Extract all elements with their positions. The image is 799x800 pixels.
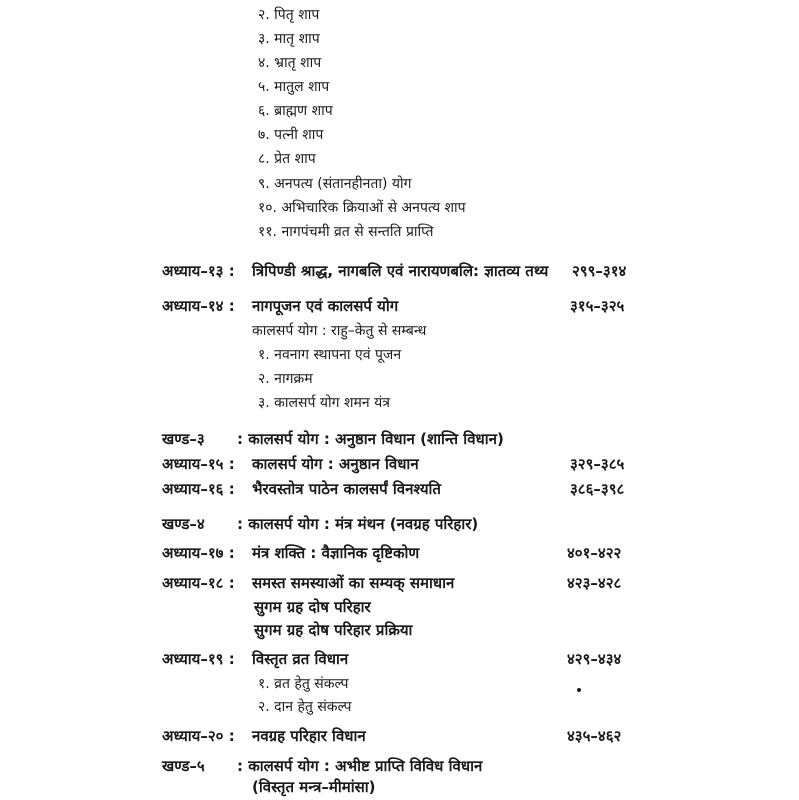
section-5-label: खण्ड–५ [162, 757, 205, 775]
list-item: ९. अनपत्य (संतानहीनता) योग [258, 176, 412, 192]
list-item: २. दान हेतु संकल्प [258, 699, 352, 715]
chapter-20-pages: ४३५–४६२ [567, 727, 622, 745]
chapter-15-title: कालसर्प योग : अनुष्ठान विधान [252, 455, 419, 473]
list-item: ८. प्रेत शाप [258, 151, 316, 167]
chapter-13-pages: २९९–३१४ [572, 262, 627, 280]
chapter-14-subtitle: कालसर्प योग : राहु–केतु से सम्बन्ध [252, 323, 427, 339]
list-item: ११. नागपंचमी व्रत से सन्तति प्राप्ति [258, 224, 434, 240]
list-item: ४. भ्रातृ शाप [258, 55, 322, 71]
list-item: ५. मातुल शाप [258, 79, 330, 95]
list-item: १०. अभिचारिक क्रियाओं से अनपत्य शाप [258, 200, 466, 216]
chapter-18-title: समस्त समस्याओं का सम्यक् समाधान [252, 574, 455, 592]
list-item: ६. ब्राह्मण शाप [258, 103, 333, 119]
chapter-15-pages: ३२९–३८५ [570, 455, 625, 473]
chapter-20-title: नवग्रह परिहार विधान [252, 727, 366, 745]
chapter-18-subtitle-2: सुगम ग्रह दोष परिहार प्रक्रिया [254, 621, 413, 639]
chapter-14-pages: ३१५–३२५ [570, 297, 625, 315]
list-item: २. पितृ शाप [258, 7, 320, 23]
chapter-17-label: अध्याय–१७ : [162, 544, 235, 562]
chapter-18-subtitle-1: सुगम ग्रह दोष परिहार [254, 598, 371, 616]
section-3-title: : कालसर्प योग : अनुष्ठान विधान (शान्ति विधान) [237, 430, 504, 448]
chapter-17-pages: ४०१–४२२ [567, 544, 622, 562]
section-4-label: खण्ड–४ [162, 515, 205, 533]
stray-mark [577, 688, 581, 692]
chapter-16-title: भैरवस्तोत्र पाठेन कालसर्पं विनश्यति [252, 480, 441, 498]
chapter-19-label: अध्याय–१९ : [162, 650, 235, 668]
chapter-20-label: अध्याय–२० : [162, 727, 235, 745]
chapter-14-title: नागपूजन एवं कालसर्प योग [252, 297, 399, 315]
list-item: ३. मातृ शाप [258, 31, 320, 47]
section-5-title: : कालसर्प योग : अभीष्ट प्राप्ति विविध विधान [237, 757, 483, 775]
list-item: १. व्रत हेतु संकल्प [258, 676, 349, 692]
list-item: २. नागक्रम [258, 371, 313, 387]
section-5-subtitle: (विस्तृत मन्त्र–मीमांसा) [252, 778, 376, 796]
section-3-label: खण्ड–३ [162, 430, 205, 448]
list-item: ७. पत्नी शाप [258, 127, 324, 143]
chapter-16-pages: ३८६–३९८ [570, 480, 625, 498]
list-item: ३. कालसर्प योग शमन यंत्र [258, 395, 390, 411]
chapter-18-label: अध्याय–१८ : [162, 574, 235, 592]
chapter-17-title: मंत्र शक्ति : वैज्ञानिक दृष्टिकोण [252, 544, 420, 562]
chapter-15-label: अध्याय–१५ : [162, 455, 235, 473]
chapter-14-label: अध्याय–१४ : [162, 297, 235, 315]
chapter-16-label: अध्याय–१६ : [162, 480, 235, 498]
section-4-title: : कालसर्प योग : मंत्र मंथन (नवग्रह परिहार) [237, 515, 479, 533]
list-item: १. नवनाग स्थापना एवं पूजन [258, 347, 402, 363]
chapter-19-title: विस्तृत व्रत विधान [252, 650, 349, 668]
chapter-18-pages: ४२३–४२८ [567, 574, 622, 592]
chapter-13-title: त्रिपिण्डी श्राद्ध, नागबलि एवं नारायणबलि: ज्ञातव्य तथ्य [252, 262, 549, 280]
chapter-13-label: अध्याय–१३ : [162, 262, 235, 280]
chapter-19-pages: ४२९–४३४ [567, 650, 622, 668]
